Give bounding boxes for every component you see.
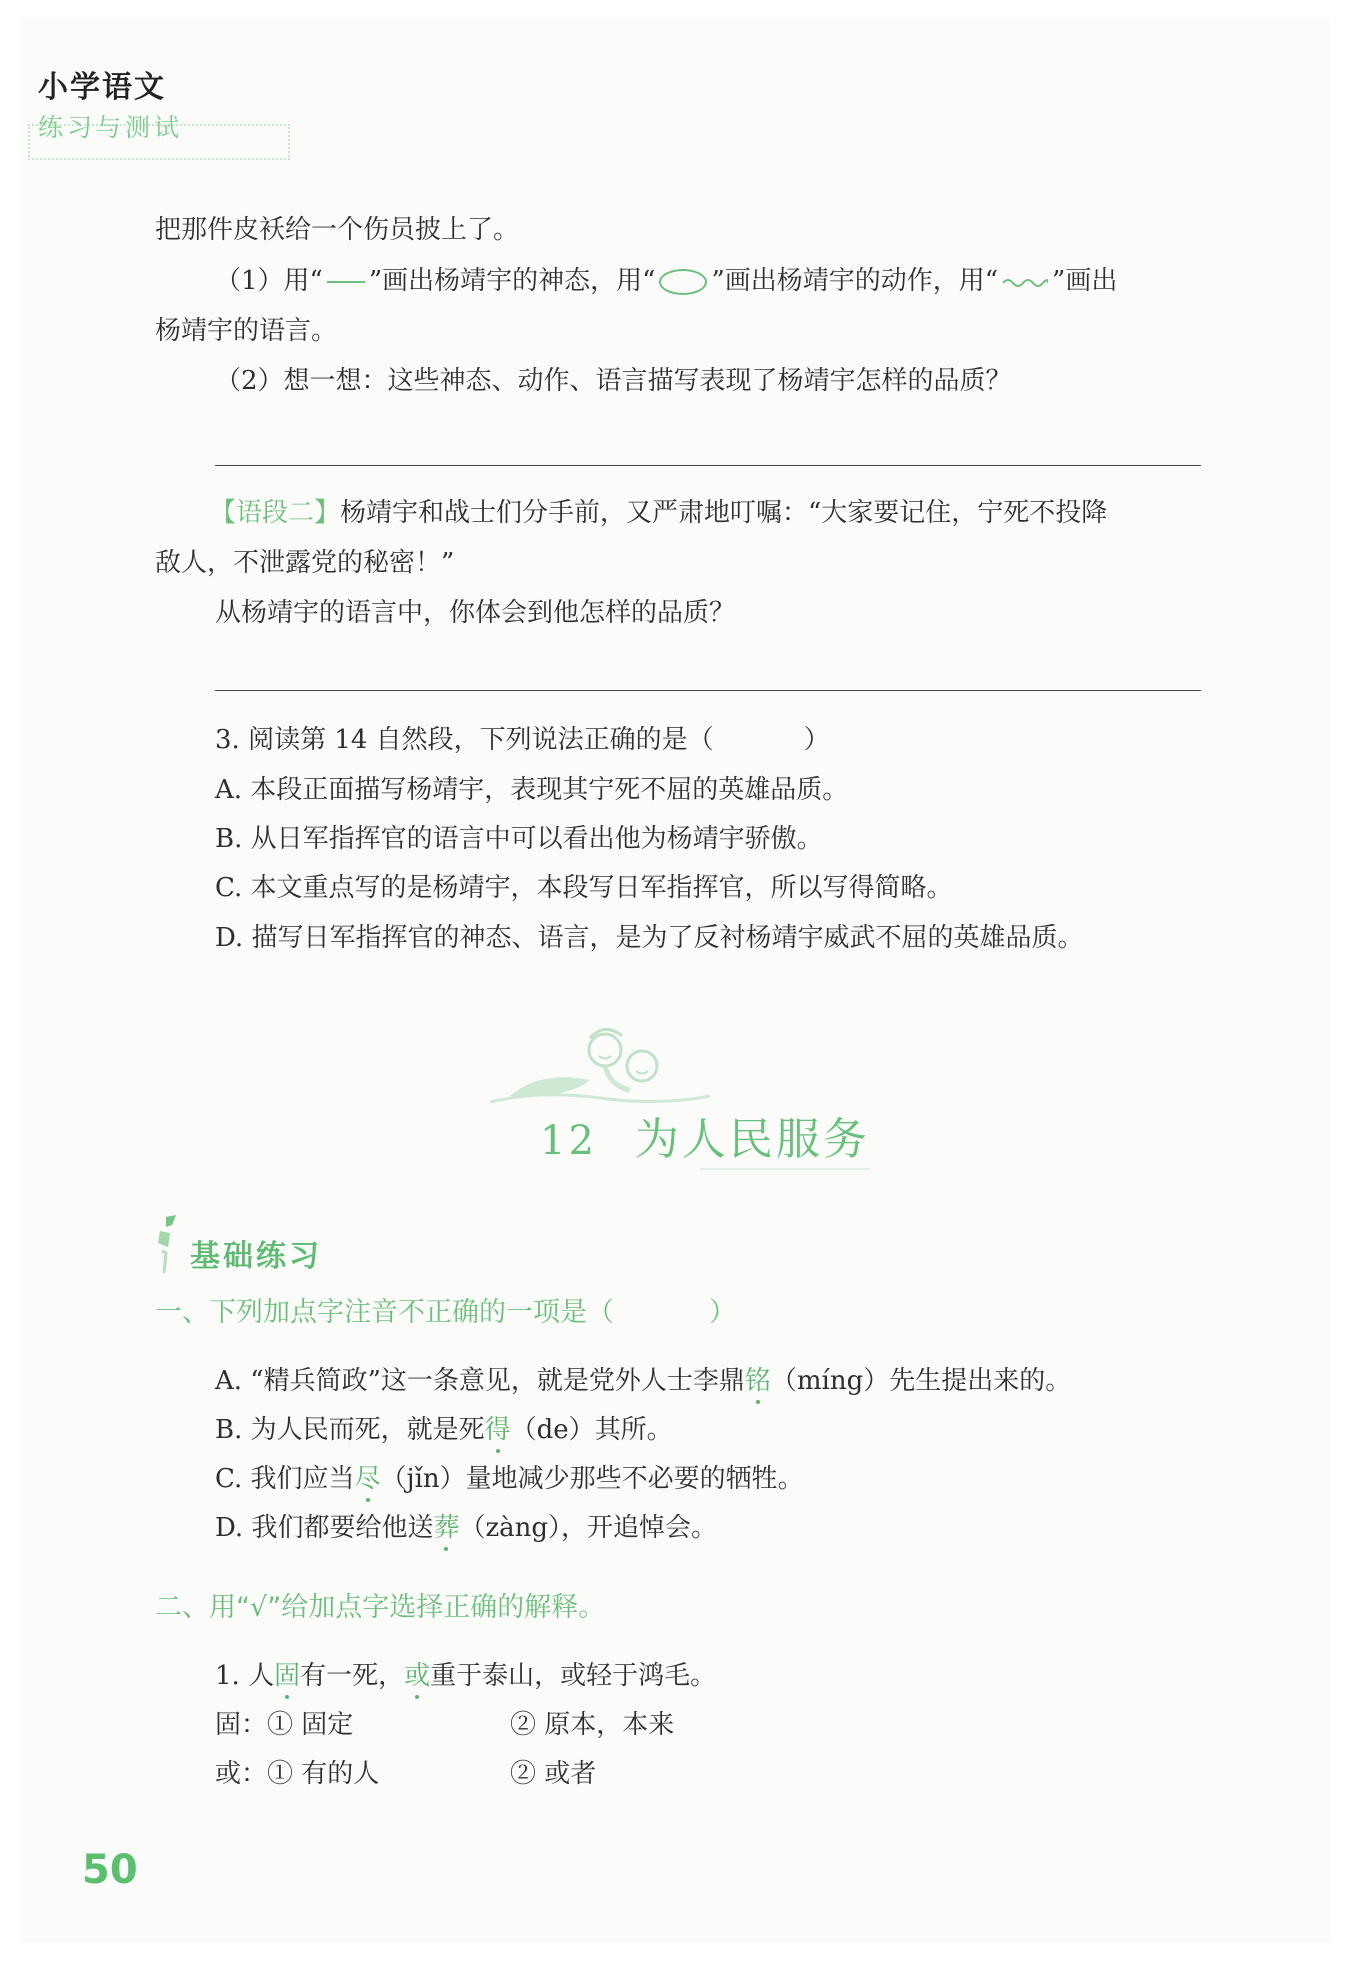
q1-part-b: ”画出杨靖宇的神态，用“ (368, 266, 656, 296)
kids-illustration-icon (480, 1010, 720, 1114)
lesson-number: 12 (540, 1118, 597, 1164)
page-number: 50 (82, 1847, 138, 1893)
question3-stem (215, 722, 830, 758)
option-b-marked-char: 得 (484, 1415, 511, 1445)
option-a-marked-char: 铭 (744, 1366, 771, 1396)
q1-part-a: （1）用“ (215, 266, 323, 296)
straight-underline-icon (327, 281, 365, 283)
part1-option-d (215, 1510, 717, 1546)
question3-option-b: B. 从日军指挥官的语言中可以看出他为杨靖宇骄傲。 (215, 824, 823, 854)
gu-option-2[interactable]: ② 原本，本来 (510, 1710, 675, 1740)
question3-option-a: A. 本段正面描写杨靖宇，表现其宁死不屈的英雄品质。 (215, 775, 849, 805)
part1-option-c (215, 1461, 804, 1497)
answer-line-1[interactable] (215, 465, 1201, 466)
page-background (20, 18, 1330, 1943)
wavy-underline-icon (1002, 264, 1048, 300)
part2-heading (155, 1585, 605, 1624)
passage2-tag: 【语段二】 (210, 498, 341, 528)
question3-stem-suffix: ） (803, 725, 830, 755)
part2-q1-mid: 有一死， (300, 1661, 405, 1691)
option-c-post: （jǐn）量地减少那些不必要的牺牲。 (380, 1464, 804, 1494)
part1-option-a (215, 1363, 1071, 1399)
brand-subtitle: 练习与测试 (38, 113, 184, 142)
option-c-pre: C. 我们应当 (215, 1464, 355, 1494)
part2-q1-post: 重于泰山，或轻于鸿毛。 (430, 1661, 717, 1691)
option-b-pre: B. 为人民而死，就是死 (215, 1415, 485, 1445)
section-title: 基础练习 (190, 1239, 322, 1274)
option-d-post: （zàng），开追悼会。 (459, 1513, 718, 1543)
part2-heading-suffix: ”给加点字选择正确的解释。 (267, 1592, 606, 1623)
option-c-marked-char: 尽 (354, 1464, 381, 1494)
lesson-name: 为人民服务 (634, 1114, 870, 1165)
option-a-post: （míng）先生提出来的。 (770, 1366, 1072, 1396)
q1-part-c: ”画出杨靖宇的动作，用“ (711, 266, 999, 296)
option-d-pre: D. 我们都要给他送 (215, 1513, 434, 1543)
section-flag-icon (152, 1213, 186, 1281)
part1-heading-suffix: ） (709, 1297, 736, 1328)
part2-question1 (215, 1658, 716, 1694)
part1-heading-prefix: 一、下列加点字注音不正确的一项是（ (155, 1297, 614, 1328)
part2-q1-marked-char-1: 固 (274, 1661, 301, 1691)
passage2-line1 (210, 495, 1107, 531)
option-a-pre: A. “精兵简政”这一条意见，就是党外人士李鼎 (215, 1366, 745, 1396)
part2-q1-pre: 1. 人 (215, 1661, 275, 1691)
passage2-text-line1: 杨靖宇和战士们分手前，又严肃地叮嘱：“大家要记住，宁死不投降 (340, 498, 1108, 528)
answer-line-2[interactable] (215, 690, 1201, 691)
ellipse-mark-icon (659, 269, 707, 295)
q1-part-d: ”画出 (1052, 266, 1118, 296)
part2-heading-prefix: 二、用“ (155, 1592, 250, 1623)
passage2-question: 从杨靖宇的语言中，你体会到他怎样的品质？ (215, 598, 736, 628)
lesson-title (540, 1103, 870, 1167)
question3-stem-prefix: 3. 阅读第 14 自然段，下列说法正确的是（ (215, 725, 714, 755)
gu-option-1[interactable]: 固：① 固定 (215, 1710, 354, 1740)
option-b-post: （de）其所。 (510, 1415, 673, 1445)
huo-option-2[interactable]: ② 或者 (510, 1759, 597, 1789)
part2-q1-marked-char-2: 或 (404, 1661, 431, 1691)
huo-option-1[interactable]: 或：① 有的人 (215, 1759, 380, 1789)
passage1-question1-line2: 杨靖宇的语言。 (155, 316, 338, 346)
check-mark-icon: √ (250, 1592, 268, 1623)
passage2-text-line2: 敌人，不泄露党的秘密！” (155, 548, 455, 578)
option-d-marked-char: 葬 (433, 1513, 460, 1543)
passage1-question2: （2）想一想：这些神态、动作、语言描写表现了杨靖宇怎样的品质？ (215, 366, 1012, 396)
passage1-question1 (215, 263, 1117, 300)
question3-option-c: C. 本文重点写的是杨靖宇，本段写日军指挥官，所以写得简略。 (215, 873, 953, 903)
part1-heading (155, 1290, 736, 1329)
part1-option-b (215, 1412, 673, 1448)
brand-title: 小学语文 (38, 70, 166, 105)
question3-option-d: D. 描写日军指挥官的神态、语言，是为了反衬杨靖宇威武不屈的英雄品质。 (215, 923, 1084, 953)
passage1-tail: 把那件皮袄给一个伤员披上了。 (155, 215, 520, 245)
lesson-title-underline (700, 1168, 870, 1170)
